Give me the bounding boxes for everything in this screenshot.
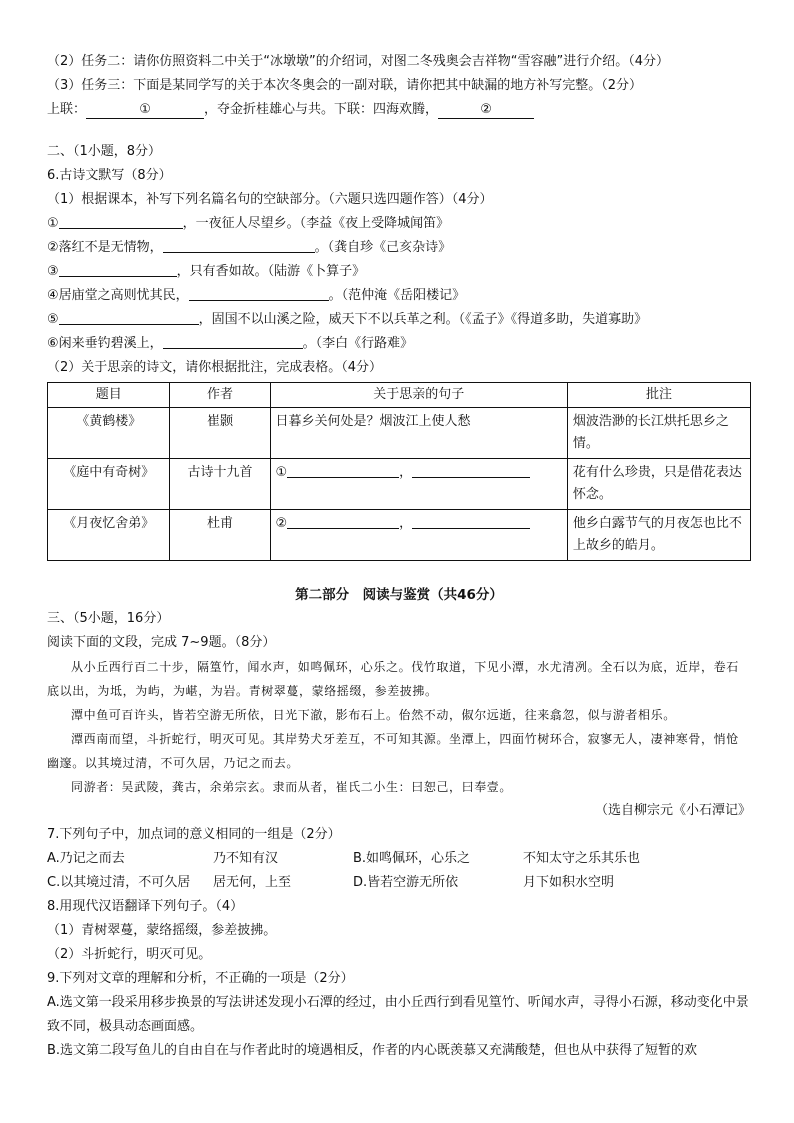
classical-paragraph-1: 从小丘西行百二十步，隔篁竹，闻水声，如鸣佩环，心乐之。伐竹取道，下见小潭，水尤清冽。全石以为底，近岸，卷石底以出，为坻，为屿，为嵁，为岩。青树翠蔓，蒙络摇缀，参差披拂。 (47, 660, 739, 698)
q7-option-d[interactable]: D.皆若空游无所依 (353, 875, 459, 890)
reading-instruction: 阅读下面的文段，完成 7~9题。（8分） (47, 635, 276, 650)
classical-paragraph-4: 同游者：吴武陵，龚古，余弟宗玄。隶而从者，崔氏二小生：曰恕己，曰奉壹。 (71, 780, 513, 794)
fill-line-4: ④居庙堂之高则忧其民， 。（范仲淹《岳阳楼记》 (47, 284, 751, 308)
fill-blank-5[interactable] (59, 309, 199, 325)
q9-option-b[interactable]: B.选文第二段写鱼儿的自由自在与作者此时的境遇相反，作者的内心既羡慕又充满酸楚，但也从中获得了短暂的欢 (47, 1043, 698, 1058)
task3-text: （3）任务三：下面是某同学写的关于本次冬奥会的一副对联，请你把其中缺漏的地方补写完整。（2分） (47, 78, 643, 93)
q9-title: 9.下列对文章的理解和分析，不正确的一项是（2分） (47, 971, 354, 986)
couplet-blank-2[interactable]: ② (438, 102, 534, 119)
table-row: 《庭中有奇树》 古诗十九首 ① ， 花有什么珍贵，只是借花表达怀念。 (48, 459, 751, 510)
header-author: 作者 (170, 383, 270, 408)
fill-line-3: ③ ，只有香如故。（陆游《卜算子》 (47, 260, 751, 284)
fill-line-1: ① ，一夜征人尽望乡。（李益《夜上受降城闻笛》 (47, 212, 751, 236)
q8-sentence-1: （1）青树翠蔓，蒙络摇缀，参差披拂。 (47, 923, 277, 938)
header-note: 批注 (567, 383, 750, 408)
fill-blank-3[interactable] (59, 261, 177, 277)
q7-option-b-compare: 不知太守之乐其乐也 (523, 851, 641, 866)
table-header-row (48, 383, 751, 408)
table-blank-1b[interactable] (412, 462, 530, 478)
q7-option-d-compare: 月下如积水空明 (523, 875, 615, 890)
q8-sentence-2: （2）斗折蛇行，明灭可见。 (47, 947, 212, 962)
q7-title: 7.下列句子中，加点词的意义相同的一组是（2分） (47, 827, 341, 842)
table-blank-2b[interactable] (412, 513, 530, 529)
task2-text: （2）任务二：请你仿照资料二中关于“冰墩墩”的介绍词，对图二冬残奥会吉祥物“雪容融”进行介绍。（4分） (47, 54, 669, 69)
couplet-line: 上联： ① ，夺金折桂雄心与共。下联：四海欢腾， ② (47, 98, 751, 122)
classical-paragraph-2: 潭中鱼可百许头，皆若空游无所依，日光下澈，影布石上。佁然不动，俶尔远逝，往来翕忽，似与游者相乐。 (71, 708, 676, 722)
section3-header: 三、（5小题，16分） (47, 611, 170, 626)
q7-option-a[interactable]: A.乃记之而去 (47, 851, 125, 866)
header-sentence: 关于思亲的句子 (270, 383, 567, 408)
fill-blank-2[interactable] (163, 237, 315, 253)
table-blank-2a[interactable] (287, 513, 399, 529)
q6-title: 6.古诗文默写（8分） (47, 168, 172, 183)
q7-option-b[interactable]: B.如鸣佩环，心乐之 (353, 851, 471, 866)
q7-option-c[interactable]: C.以其境过清，不可久居 (47, 875, 191, 890)
fill-line-2: ②落红不是无情物， 。（龚自珍《己亥杂诗》 (47, 236, 751, 260)
passage-source: （选自柳宗元《小石潭记》 (594, 803, 751, 818)
part2-title: 第二部分 阅读与鉴赏（共46分） (295, 587, 503, 603)
fill-blank-6[interactable] (163, 333, 303, 349)
header-title: 题目 (48, 383, 170, 408)
fill-line-6: ⑥闲来垂钓碧溪上， 。（李白《行路难》 (47, 332, 751, 356)
fill-blank-4[interactable] (189, 285, 329, 301)
couplet-blank-1[interactable]: ① (86, 102, 204, 119)
table-blank-1a[interactable] (287, 462, 399, 478)
poem-table (47, 382, 751, 561)
table-row: 《黄鹤楼》 崔颢 日暮乡关何处是？烟波江上使人愁 烟波浩渺的长江烘托思乡之情。 (48, 408, 751, 459)
q6-1-instruction: （1）根据课本，补写下列名篇名句的空缺部分。（六题只选四题作答）（4分） (47, 192, 493, 207)
q8-title: 8.用现代汉语翻译下列句子。（4） (47, 899, 244, 914)
fill-line-5: ⑤ ，固国不以山溪之险，威天下不以兵革之利。（《孟子》《得道多助，失道寡助》 (47, 308, 751, 332)
table-row: 《月夜忆舍弟》 杜甫 ② ， 他乡白露节气的月夜怎也比不上故乡的皓月。 (48, 510, 751, 561)
classical-paragraph-3: 潭西南而望，斗折蛇行，明灭可见。其岸势犬牙差互，不可知其源。坐潭上，四面竹树环合，寂寥无人，凄神寒骨，悄怆幽邃。以其境过清，不可久居，乃记之而去。 (47, 732, 739, 770)
section2-header: 二、（1小题，8分） (47, 144, 162, 159)
q7-option-a-compare: 乃不知有汉 (213, 851, 279, 866)
q7-option-c-compare: 居无何，上至 (213, 875, 292, 890)
fill-blank-1[interactable] (59, 213, 183, 229)
q7-options-row-1 (47, 847, 751, 871)
q6-2-instruction: （2）关于思亲的诗文，请你根据批注，完成表格。（4分） (47, 360, 383, 375)
q7-options-row-2 (47, 871, 751, 895)
exam-page (47, 50, 751, 1063)
q9-option-a[interactable]: A.选文第一段采用移步换景的写法讲述发现小石潭的经过，由小丘西行到看见篁竹、听闻水声，寻得小石源，移动变化中景致不同，极具动态画面感。 (47, 995, 749, 1034)
